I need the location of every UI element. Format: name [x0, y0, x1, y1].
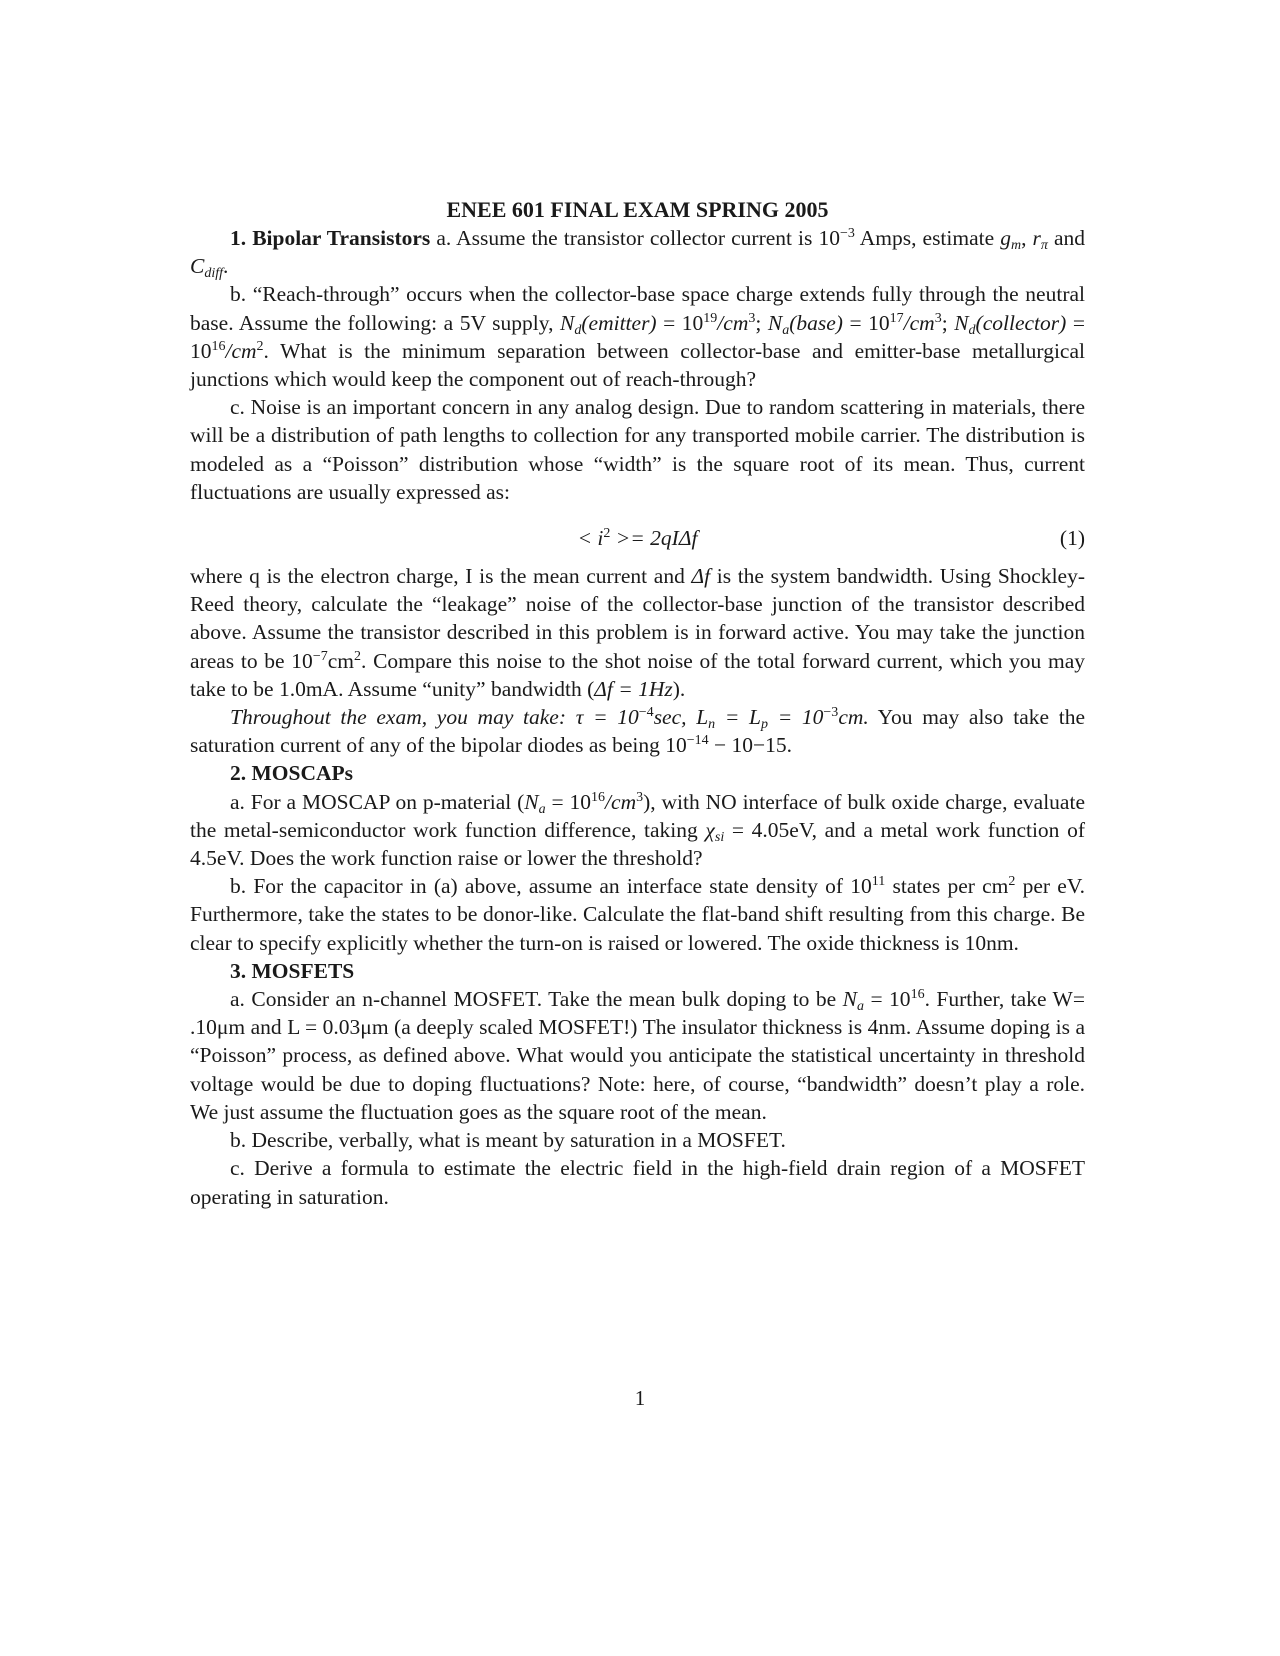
q1-part-c-continued: where q is the electron charge, I is the mean current and Δf is the system bandwidth. Using Shockley-Reed theory, calculate the “leakage” noise of the collector-base junction of the transistor described above. Assume the transistor described in this problem is in forward active. You may take the junction areas to be $10^{-7}cm^2$. Compare this noise to the shot noise of the total forward current, which you may take to be 1.0mA. Assume “unity” bandwidth (Δf = 1Hz). — [190, 564, 1086, 701]
q3-part-a: a. Consider an n-channel MOSFET. Take the mean bulk doping to be $N_a = 10^{16}$. Further, take W= .10μm and L = 0.03μm (a deeply scaled MOSFET!) The insulator thickness is 4nm. Assume doping is a “Poisson” process, as defined above. What would you anticipate the statistical uncertainty in threshold voltage would be due to doping fluctuations? Note: here, of course, “bandwidth” doesn’t play a role. We just assume the fluctuation goes as the square root of the mean. — [190, 987, 1085, 1124]
page-title: ENEE 601 FINAL EXAM SPRING 2005 — [446, 197, 829, 222]
q3-heading: MOSFETS — [251, 958, 355, 983]
q2-number: 2. — [230, 761, 247, 786]
q3-number: 3. — [230, 958, 247, 983]
q2-part-a: a. For a MOSCAP on p-material $(N_a = 10^{16}/cm^3)$, with NO interface of bulk oxide charge, evaluate the metal-semiconductor work function difference, taking $\chi_{si} = 4.05eV$, and a metal work function of 4.5eV. Does the work function raise or lower the threshold? — [190, 789, 1085, 871]
q1-heading: Bipolar Transistors — [252, 226, 431, 250]
exam-content — [190, 196, 1085, 1211]
q1-part-b: b. “Reach-through” occurs when the collector-base space charge extends fully through the neutral base. Assume the following: a 5V supply, $N_d(emitter) = 10^{19}/cm^3$; $N_a(base) = 10^{17}/cm^3$; $N_d(collector) = 10^{16}/cm^2$. What is the minimum separation between collector-base and emitter-base metallurgical junctions which would keep the component out of reach-through? — [190, 282, 1085, 392]
equation-number: (1) — [1059, 526, 1085, 551]
q3-heading-line — [190, 957, 1085, 985]
q3-part-c: c. Derive a formula to estimate the electric field in the high-field drain region of a MOSFET operating in saturation. — [190, 1156, 1085, 1209]
equation-expression: < $i^2 >= 2qI\Delta f$ — [577, 526, 698, 551]
q2-part-b: b. For the capacitor in (a) above, assume an interface state density of $10^{11}$ states per $cm^2$ per eV. Furthermore, take the states to be donor-like. Calculate the flat-band shift resulting from this charge. Be clear to specify explicitly whether the turn-on is raised or lowered. The oxide thickness is 10nm. — [190, 874, 1085, 955]
q1-part-a: 1. Bipolar Transistors a. Assume the transistor collector current is $10^{-3}$ Amps, estimate $g_m$, $r_\pi$ and $C_{diff}$. — [190, 226, 1086, 282]
q1-number: 1. — [230, 226, 247, 250]
q2-heading: MOSCAPs — [251, 761, 354, 786]
q2-heading-line — [190, 759, 1085, 787]
q1-part-c: c. Noise is an important concern in any analog design. Due to random scattering in materials, there will be a distribution of path lengths to collection for any transported mobile carrier. The distribution is modeled as a “Poisson” distribution whose “width” is the square root of its mean. Thus, current fluctuations are usually expressed as: — [190, 395, 1085, 504]
page-number: 1 — [634, 1386, 646, 1410]
equation-1 — [190, 516, 1085, 560]
q3-part-b: b. Describe, verbally, what is meant by saturation in a MOSFET. — [230, 1128, 786, 1153]
exam-note: Throughout the exam, you may take: $\tau = 10^{-4}\sec$, $L_n = L_p = 10^{-3}cm$. You may also take the saturation current of any of the bipolar diodes as being $10^{-14} - 10-15$. — [190, 705, 1085, 758]
